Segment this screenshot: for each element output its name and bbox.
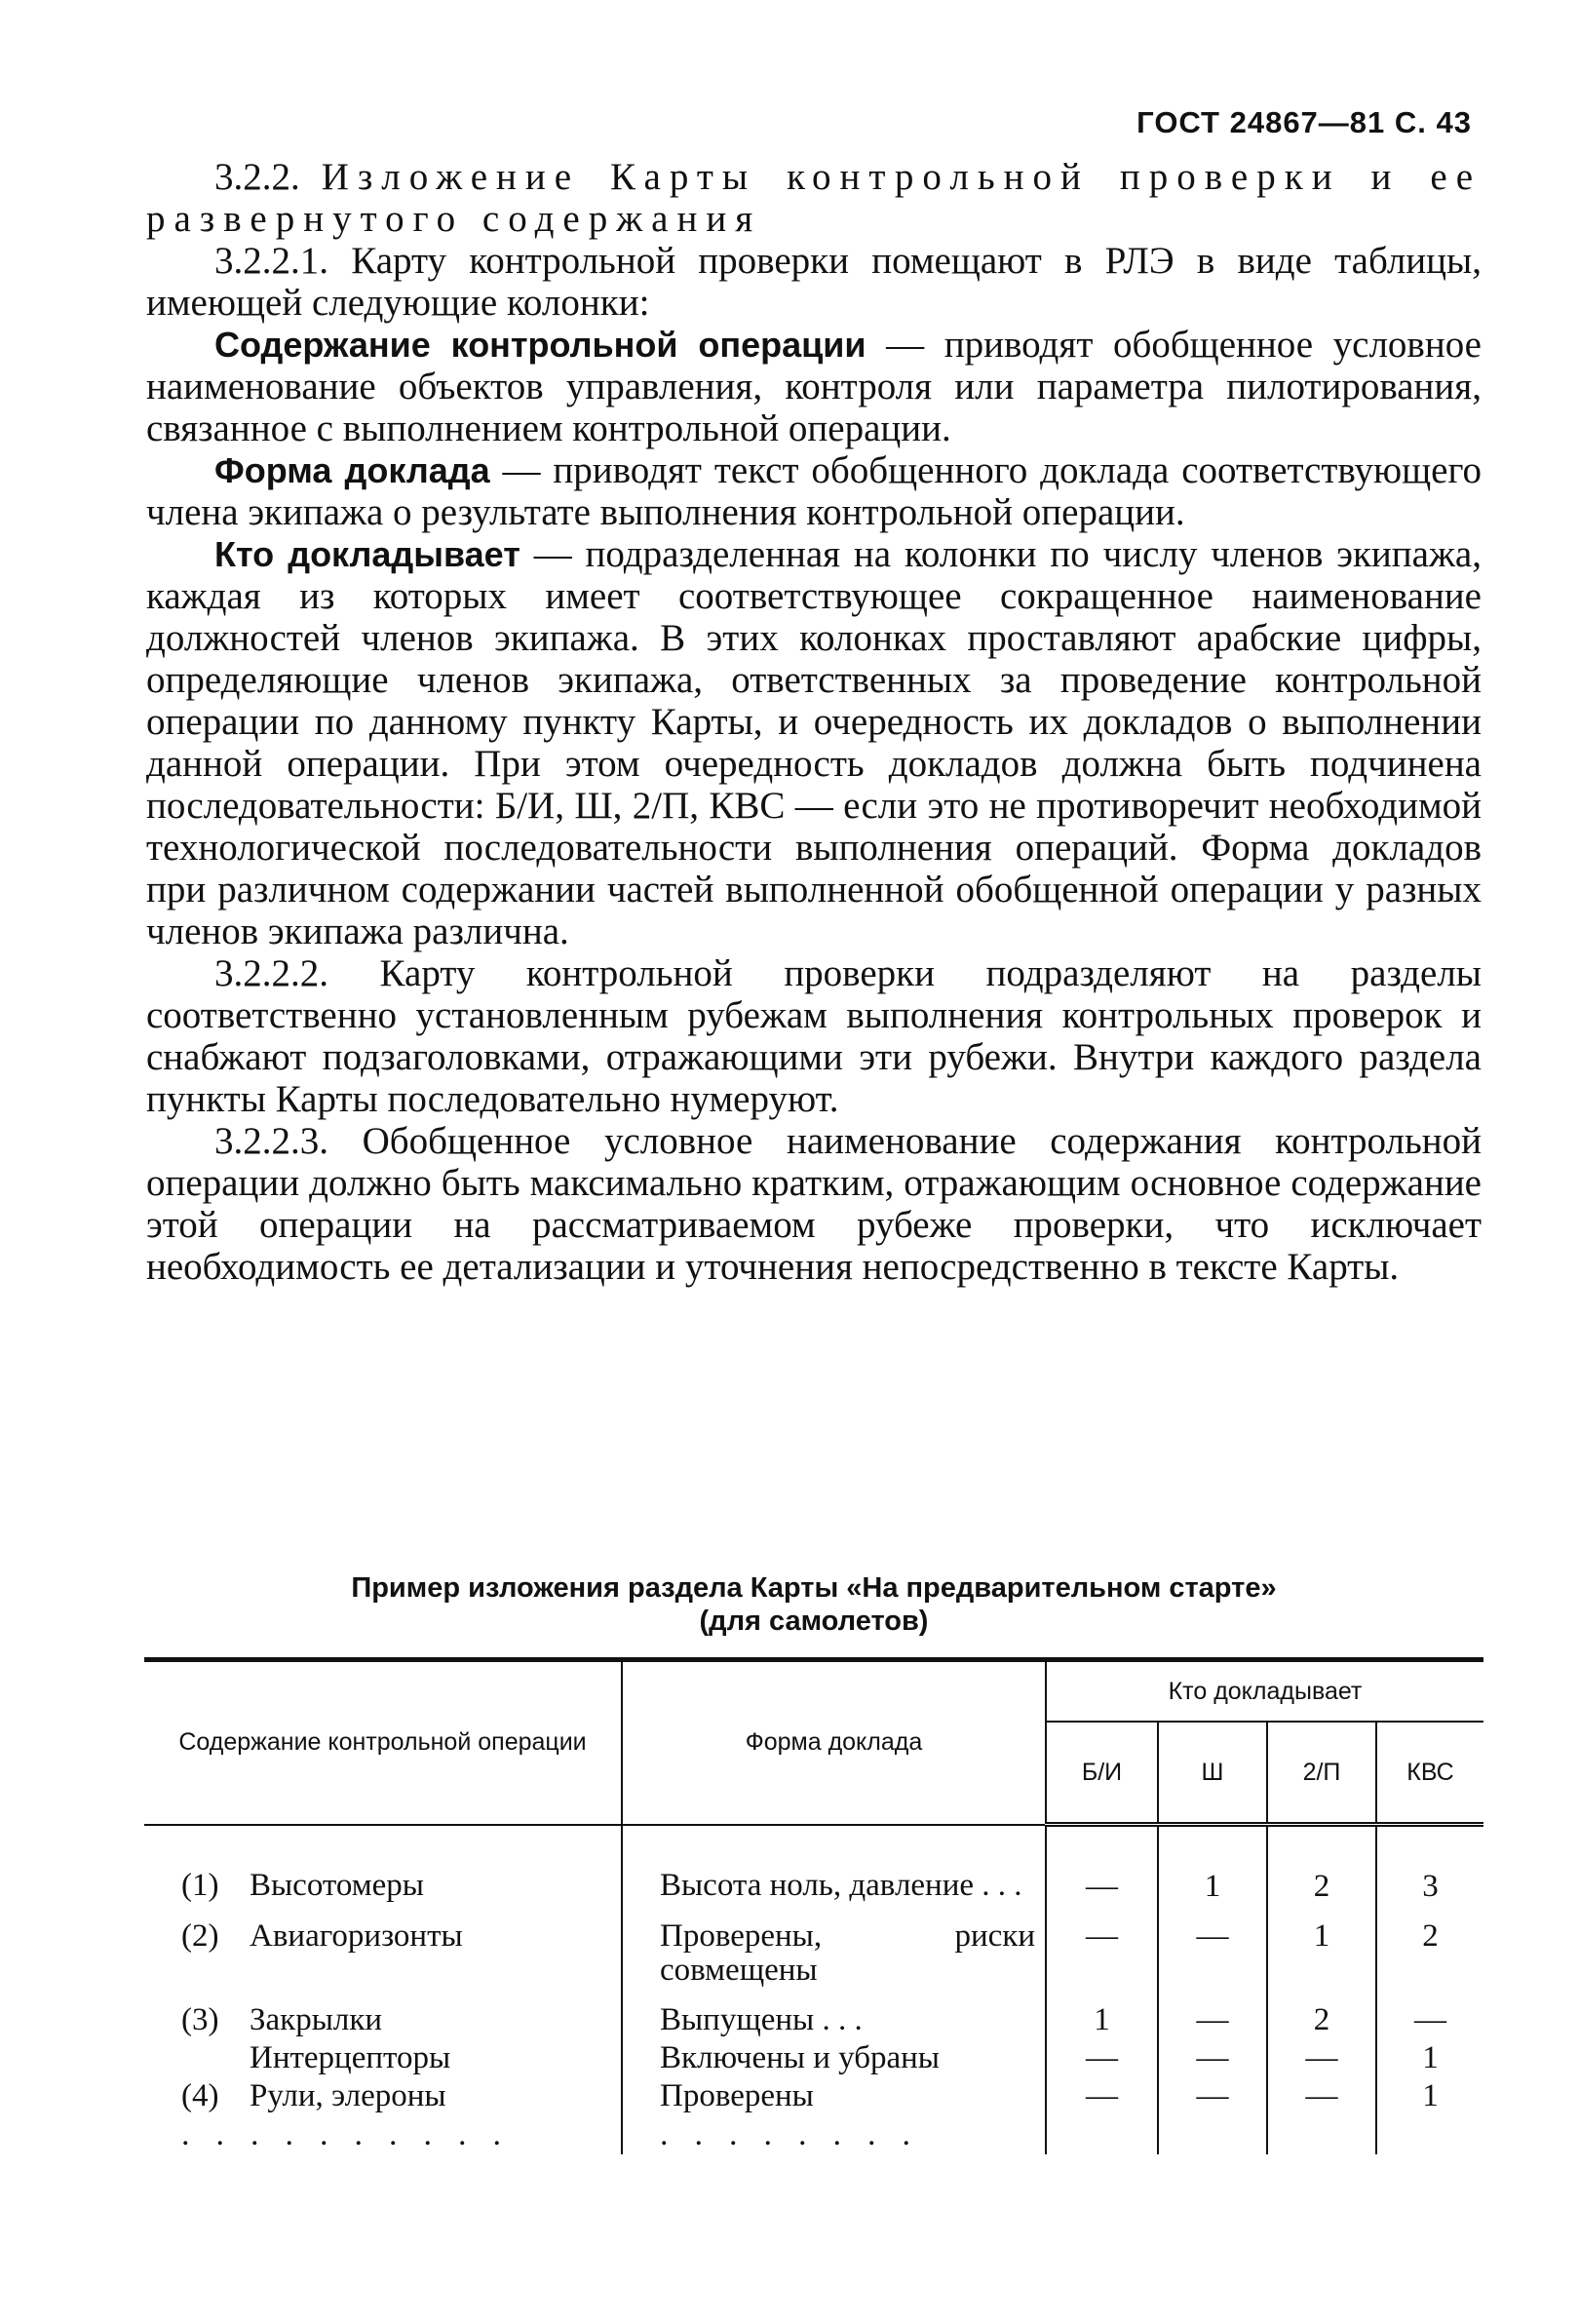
definition-operation: — приводят обобщенное условное наименование объектов управления, контроля или параметра пилотирования, связанное с выполнением контрольной операции.: [146, 324, 1482, 449]
row-form: Проверены, риски совмещены: [622, 1906, 1046, 1990]
table-row: [144, 2039, 1483, 2077]
row-form: Выпущены . . .: [622, 1990, 1046, 2039]
term-who: Кто докладывает: [214, 534, 520, 574]
header-role: 2/П: [1267, 1722, 1376, 1825]
row-mark: —: [1158, 2077, 1267, 2115]
row-operation: Авиагоризонты: [250, 1918, 463, 1954]
caption-line-2: (для самолетов): [699, 1606, 929, 1637]
caption-line-1: Пример изложения раздела Карты «На предварительном старте»: [351, 1572, 1277, 1604]
row-form: Проверены: [622, 2077, 1046, 2115]
row-mark: 1: [1376, 2077, 1483, 2115]
row-mark: 1: [1046, 1990, 1158, 2039]
row-number: (1): [181, 1867, 219, 1903]
empty-cell: [1158, 2115, 1267, 2154]
table-row: [144, 1906, 1483, 1990]
definition-who: — подразделенная на колонки по числу членов экипажа, каждая из которых имеет соответствующее сокращенное наименование должностей членов экипажа. В этих колонках проставляют арабские цифры, определяющие членов экипажа, ответственных за проведение контрольной операции по данному пункту Карты, и очередность их докладов о выполнении данной операции. При этом очередность докладов должна быть подчинена последовательности: Б/И, Ш, 2/П, КВС — если это не противоречит необходимой технологической последовательности выполнения операций. Форма докладов при различном содержании частей выполненной обобщенной операции у разных членов экипажа различна.: [146, 533, 1482, 952]
row-form: Включены и убраны: [622, 2039, 1046, 2077]
row-operation: Рули, элероны: [250, 2078, 446, 2113]
table-row: [144, 1825, 1483, 1907]
row-mark: 1: [1376, 2039, 1483, 2077]
row-mark: —: [1267, 2039, 1376, 2077]
term-form: Форма доклада: [214, 450, 490, 490]
header-role: КВС: [1376, 1722, 1483, 1825]
header-operation: Содержание контрольной операции: [144, 1660, 622, 1825]
table-row-ellipsis: [144, 2115, 1483, 2154]
row-mark: —: [1158, 1990, 1267, 2039]
row-operation: Закрылки: [250, 2002, 383, 2037]
row-mark: —: [1046, 1906, 1158, 1990]
ellipsis-operation: ..........: [181, 2116, 527, 2152]
row-form: Высота ноль, давление . . .: [622, 1825, 1046, 1907]
row-operation: Высотомеры: [250, 1867, 424, 1903]
row-operation: Интерцепторы: [250, 2040, 451, 2075]
row-mark: 2: [1267, 1825, 1376, 1907]
row-mark: —: [1376, 1990, 1483, 2039]
header-role: Ш: [1158, 1722, 1267, 1825]
definition-form: — приводят текст обобщенного доклада соответствующего члена экипажа о результате выполнения контрольной операции.: [146, 449, 1482, 533]
row-mark: —: [1046, 1825, 1158, 1907]
term-operation: Содержание контрольной операции: [214, 325, 867, 365]
row-mark: 2: [1376, 1906, 1483, 1990]
document-body: [146, 156, 1482, 1288]
header-who: Кто докладывает: [1046, 1660, 1483, 1723]
row-mark: —: [1046, 2077, 1158, 2115]
row-number: (4): [181, 2078, 219, 2113]
section-title: [146, 156, 1482, 240]
paragraph-3-2-2-1: 3.2.2.1. Карту контрольной проверки помещают в РЛЭ в виде таблицы, имеющей следующие колонки:: [146, 240, 1482, 324]
row-mark: 1: [1158, 1825, 1267, 1907]
row-mark: —: [1158, 2039, 1267, 2077]
page-header: ГОСТ 24867—81 С. 43: [1136, 105, 1472, 139]
paragraph-operation-column: [146, 324, 1482, 449]
paragraph-form-column: [146, 449, 1482, 533]
row-mark: 3: [1376, 1825, 1483, 1907]
empty-cell: [1376, 2115, 1483, 2154]
row-mark: 2: [1267, 1990, 1376, 2039]
table-row: [144, 2077, 1483, 2115]
row-mark: —: [1046, 2039, 1158, 2077]
header-form: Форма доклада: [622, 1660, 1046, 1825]
paragraph-who-column: [146, 533, 1482, 952]
row-number: (2): [181, 1918, 219, 1954]
row-mark: 1: [1267, 1906, 1376, 1990]
row-number: (3): [181, 2002, 219, 2037]
row-mark: —: [1158, 1906, 1267, 1990]
empty-cell: [1046, 2115, 1158, 2154]
table-caption: [146, 1571, 1482, 1638]
paragraph-3-2-2-3: 3.2.2.3. Обобщенное условное наименование содержания контрольной операции должно быть максимально кратким, отражающим основное содержание этой операции на рассматриваемом рубеже проверки, что исключает необходимость ее детализации и уточнения непосредственно в тексте Карты.: [146, 1120, 1482, 1288]
ellipsis-form: ........: [622, 2115, 1046, 2154]
section-number: 3.2.2.: [214, 156, 300, 198]
check-card-table: [144, 1657, 1483, 2154]
table-row: [144, 1990, 1483, 2039]
header-role: Б/И: [1046, 1722, 1158, 1825]
row-mark: —: [1267, 2077, 1376, 2115]
empty-cell: [1267, 2115, 1376, 2154]
paragraph-3-2-2-2: 3.2.2.2. Карту контрольной проверки подразделяют на разделы соответственно установленным рубежам выполнения контрольных проверок и снабжают подзаголовками, отражающими эти рубежи. Внутри каждого раздела пункты Карты последовательно нумеруют.: [146, 952, 1482, 1120]
section-title-text: Изложение Карты контрольной проверки и ее развернутого содержания: [146, 156, 1482, 240]
